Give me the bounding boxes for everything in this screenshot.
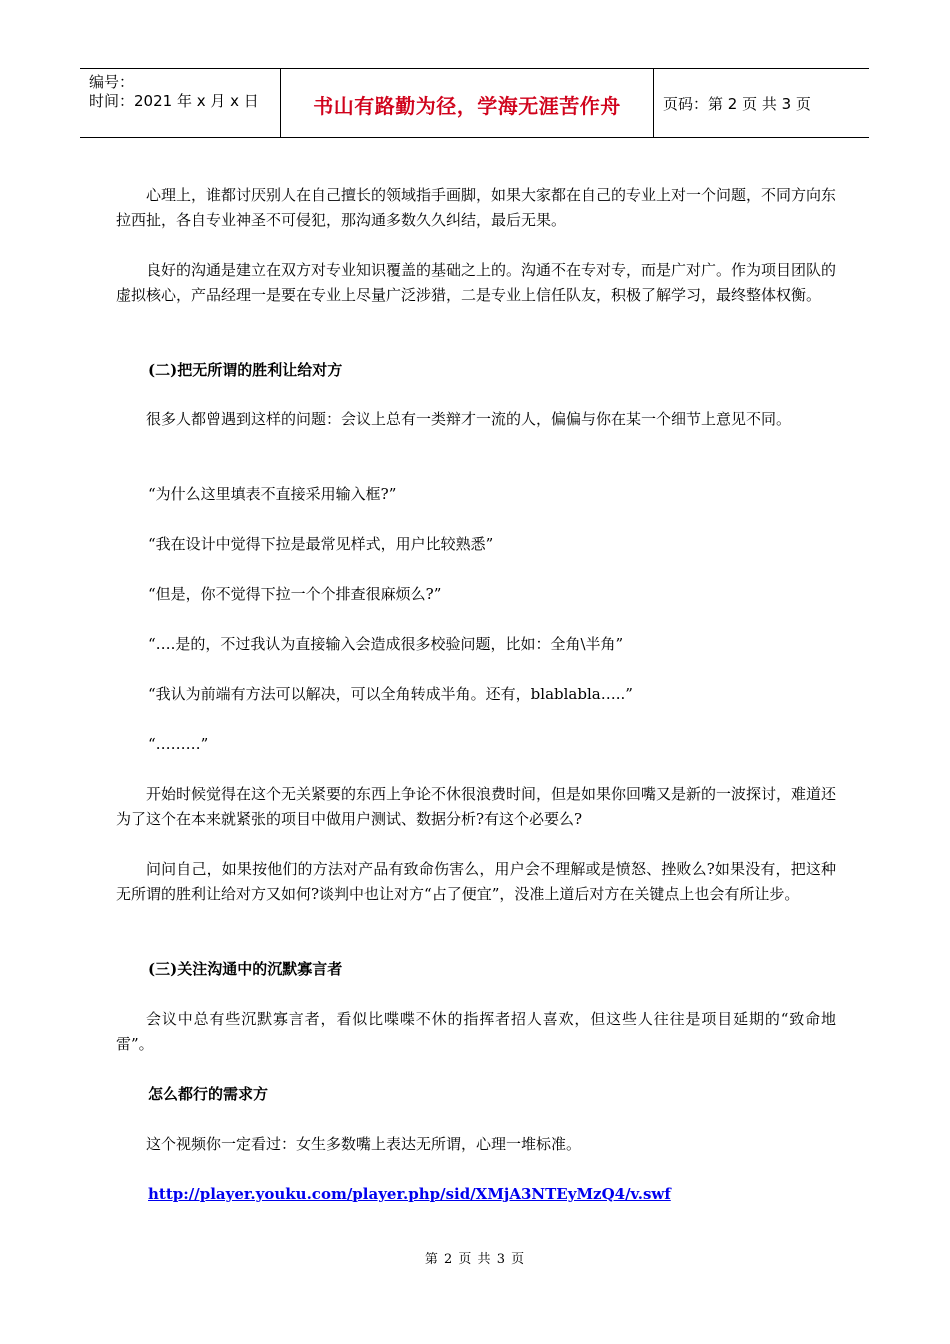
quote-4: “….是的，不过我认为直接输入会造成很多校验问题，比如：全角\半角” [148,635,624,653]
header-page-cell [654,69,869,137]
quote-1: “为什么这里填表不直接采用输入框?” [148,485,397,503]
paragraph-5: 问问自己，如果按他们的方法对产品有致命伤害么，用户会不理解或是愤怒、挫败么?如果没有，把这种无所谓的胜利让给对方又如何?谈判中也让对方“占了便宜”，没准上道后对方在关键点上也会有所让步。 [116,860,836,903]
subheading: 怎么都行的需求方 [148,1085,269,1103]
paragraph-7: 这个视频你一定看过：女生多数嘴上表达无所谓，心理一堆标准。 [146,1135,582,1153]
number-label: 编号： [89,73,135,91]
quote-3: “但是，你不觉得下拉一个个排查很麻烦么?” [148,585,442,603]
quote-6: “………” [148,735,209,753]
paragraph-6: 会议中总有些沉默寡言者，看似比喋喋不休的指挥者招人喜欢，但这些人往往是项目延期的“致命地雷”。 [116,1010,836,1053]
video-link[interactable]: http://player.youku.com/player.php/sid/XMjA3NTEyMzQ4/v.swf [148,1185,671,1203]
paragraph-4: 开始时候觉得在这个无关紧要的东西上争论不休很浪费时间，但是如果你回嘴又是新的一波探讨，难道还为了这个在本来就紧张的项目中做用户测试、数据分析?有这个必要么? [116,785,837,828]
paragraph-3: 很多人都曾遇到这样的问题：会议上总有一类辩才一流的人，偏偏与你在某一个细节上意见不同。 [146,410,792,428]
header-meta-cell [80,69,281,137]
section-heading-3: (三)关注沟通中的沉默寡言者 [148,960,343,978]
motto: 书山有路勤为径，学海无涯苦作舟 [313,94,621,118]
time-label: 时间：2021 年 x 月 x 日 [89,92,259,110]
quote-2: “我在设计中觉得下拉是最常见样式，用户比较熟悉” [148,535,494,553]
header-motto-cell [281,69,654,137]
paragraph-1: 心理上，谁都讨厌别人在自己擅长的领域指手画脚，如果大家都在自己的专业上对一个问题，不同方向东拉西扯，各自专业神圣不可侵犯，那沟通多数久久纠结，最后无果。 [116,186,837,229]
quote-5: “我认为前端有方法可以解决，可以全角转成半角。还有，blablabla…..” [148,685,633,703]
page-label: 页码：第 2 页 共 3 页 [663,95,811,113]
document-header [80,68,869,138]
paragraph-2: 良好的沟通是建立在双方对专业知识覆盖的基础之上的。沟通不在专对专，而是广对广。作为项目团队的虚拟核心，产品经理一是要在专业上尽量广泛涉猎，二是专业上信任队友，积极了解学习，最终整体权衡。 [116,261,837,304]
page-footer: 第 2 页 共 3 页 [424,1252,526,1267]
section-heading-2: (二)把无所谓的胜利让给对方 [148,361,343,379]
